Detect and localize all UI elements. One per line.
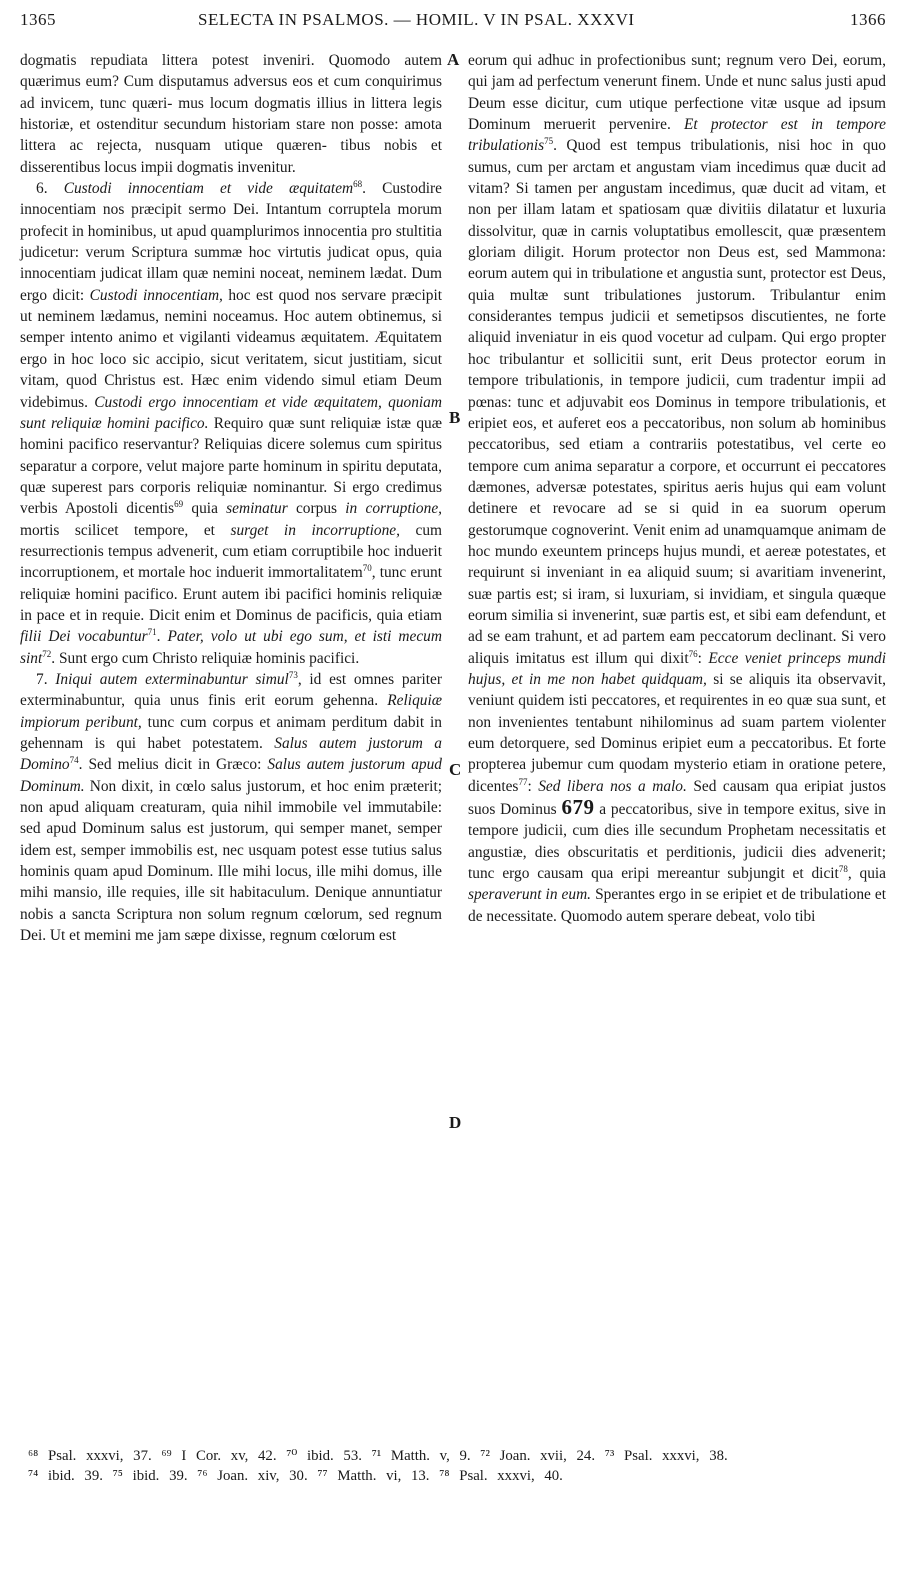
section-marker-c: C — [449, 760, 462, 779]
left-column — [20, 50, 442, 946]
paragraph-section-6: 6. Custodi innocentiam et vide æquitatem$^{68}$. Custodire innocentiam nos præcipit sermo Dei. Intantum corruptela morum profecit in hominibus, ut apud quamplurimos innocentia pro stultitia judicetur: verum Scriptura summæ hoc virtutis judicat opus, quia innocentiam judicat illam quæ nemini noceat, neminem lædat. Dum ergo dicit: Custodi innocentiam, hoc est quod nos servare præcipit ut neminem lædamus, nemini noceamus. Hoc autem obtinemus, si semper intento animo et vigilanti videamus æquitatem. Æquitatem ergo in hoc loco sic accipio, sicut veritatem, sicut justitiam, sicut vitam, quod Christus est. Hæc enim videndo simul etiam Deum videbimus. Custodi ergo innocentiam et vide æquitatem, quoniam sunt reliquiæ homini pacifico. Requiro quæ sunt reliquiæ istæ quæ homini pacifico reservantur? Reliquias dicere solemus cum spiritus separatur a corpore, velut majore parte hominum in spiritu deputata, quæ superest pars corporis reliquiæ nominantur. Si ergo credimus verbis Apostoli dicentis$^{69}$ quia seminatur corpus in corruptione, mortis scilicet tempore, et surget in incorruptione, cum resurrectionis tempus advenerit, cum etiam corruptibile hoc induerit incorruptionem, et mortale hoc induerit immortalitatem$^{70}$, tunc erunt reliquiæ homini pacifico. Erunt autem ibi pacifici hominis reliquiæ in pace et in requie. Dicit enim et Dominus de pacificis, quia etiam filii Dei vocabuntur$^{71}$. Pater, volo ut ubi ego sum, et isti mecum sint$^{72}$. Sunt ergo cum Christo reliquiæ hominis pacifici. — [20, 178, 443, 667]
section-marker-b: B — [449, 408, 461, 427]
footnotes — [28, 1446, 886, 1486]
paragraph-continuation: dogmatis repudiata littera potest inveniri. Quomodo autem quærimus eum? Cum disputamus adversus eos et cum conquirimus ad invicem, tunc quæri- mus locum dogmatis illius in littera legis historiæ, et ostenditur secundum historiam stare non posse: amota littera ac rejecta, nusquam utique quæren- tibus nobis et disserentibus locus impii dogmatis invenitur. — [20, 52, 442, 176]
footnote-ref: 77 — [518, 776, 528, 787]
footnote-ref: 72 — [42, 648, 52, 659]
page-number-left: 1365 — [20, 10, 56, 29]
running-header — [20, 10, 886, 36]
footnote-ref: 71 — [147, 627, 157, 638]
footnote-line-1: ⁶⁸ Psal. xxxvi, 37. ⁶⁹ I Cor. xv, 42. ⁷⁰ ibid. 53. ⁷¹ Matth. v, 9. ⁷² Joan. xvii, 24. ⁷³ Psal. xxxvi, 38. — [28, 1448, 728, 1464]
paragraph-right: eorum qui adhuc in profectionibus sunt; regnum vero Dei, eorum, qui jam ad perfectum venerunt finem. Unde et nunc salus justi apud Deum esse dicitur, cum utique perfectione vitæ usque ad ipsum Dominum meruerit pervenire. Et protector est in tempore tribulationis$^{75}$. Quod est tempus tribulationis, nisi hoc in quo sumus, cum per arctam et angustam viam incedimus quæ ducit ad vitam? Si tamen per angustam incedimus, quæ ducit ad vitam, et non per illam latam et spatiosam quæ divitiis dilatatur et luxuria dissolvitur, quæ in carnis voluptatibus emollescit, quæ præsentem gloriam diligit. Horum protector non Deus est, sed Mammona: eorum autem qui in tribulatione et angustia sunt, protector est Deus, quia multæ sunt tribulationes justorum. Tribulantur enim considerantes tempus judicii et semetipsos discutientes, ne forte aliquid inveniatur in eis quod vocetur ad culpam. Qui ergo propter hoc tribulantur et sollicitii sunt, erit Deus protector eorum in tempore tribulationis, in tempore judicii, cum tradentur impii ad pœnas: tunc et adjuvabit eos Dominus in tempore tribulationis, et eripiet eos, et auferet eos a peccatoribus, non solum ab hominibus peccatoribus, sed etiam a contrariis potestatibus, vel certe eo tempore cum anima separatur a corpore, et occurrunt ei peccatores dæmones, adversæ potestates, spiritus aeris hujus qui eam volunt detinere et revocare ad se si quid in ea suorum operum gestorumque cognoverint. Venit enim ad unamquamque animam de hoc mundo exeuntem princeps hujus mundi, et aereæ potestates, et requirunt si inveniant in ea aliquid suum; si avaritiam invenerint, suæ partis est; si iram, si luxuriam, si invidiam, et singula quæque eorum similia si invenerint, suæ partis est, et sibi eam defendunt, et ad se eam trahunt, et ad partem eam peccatorum declinant. Si vero aliquis imitatus est illum qui dixit$^{76}$: Ecce veniet princeps mundi hujus, et in me non habet quidquam, si se aliquis ita observavit, veniunt quidem isti peccatores, et requirentes in eo quæ sua sunt, et non invenientes tentabunt nihilominus ad suam partem violenter eum detorquere, sed Dominus eripiet eum a peccatoribus. Et forte propterea jubemur cum quodam mysterio etiam in oratione petere, dicentes$^{77}$: Sed libera nos a malo. Sed causam qua eripiat justos suos Dominus 679 a peccatoribus, sive in tempore exitus, sive in tempore judicii, cum dies ille secundum Prophetam necessitatis et angustiæ, dies obscuritatis et perditionis, judicii dies advenerit; tunc ergo causam qua eripi mereantur subjungit et dicit$^{78}$, quia speraverunt in eum. Sperantes ergo in se eripiet et de tribulatione et de necessitate. Quomodo autem sperare debeat, volo tibi — [468, 52, 887, 925]
paragraph-section-7: 7. Iniqui autem exterminabuntur simul$^{73}$, id est omnes pariter exterminabuntur, quia unus finis erit eorum gehenna. Reliquiæ impiorum peribunt, tunc cum corpus et animam perditum dabit in gehennam is qui habet potestatem. Salus autem justorum a Domino$^{74}$. Sed melius dicit in Græco: Salus autem justorum apud Dominum. Non dixit, in cœlo salus justorum, et hoc enim præterit; non apud aliquam creaturam, quia nihil immobile vel immutabile: sed apud Dominum salus est justorum, qui semper manet, semper idem est, semper immobilis est, nec usquam potest esse tutius salus hominis quam apud Dominum. Ille mihi locus, ille mihi domus, ille mihi mansio, ille requies, ille sit habitaculum. Denique annuntiatur nobis a sancta Scriptura non solum regnum cœlorum, sed regnum Dei. Ut et memini me jam sæpe dixisse, regnum cœlorum est — [20, 669, 443, 945]
footnote-line-2: ⁷⁴ ibid. 39. ⁷⁵ ibid. 39. ⁷⁶ Joan. xiv, 30. ⁷⁷ Matth. vi, 13. ⁷⁸ Psal. xxxvi, 40. — [28, 1468, 563, 1484]
running-title: SELECTA IN PSALMOS. — HOMIL. V IN PSAL. XXXVI — [198, 10, 635, 29]
footnote-ref: 69 — [174, 499, 184, 510]
footnote-ref: 75 — [544, 136, 554, 147]
footnote-ref: 70 — [362, 563, 372, 574]
footnote-ref: 76 — [688, 648, 698, 659]
section-marker-d: D — [449, 1113, 462, 1132]
footnote-ref: 73 — [288, 669, 298, 680]
page-number-right: 1366 — [850, 10, 886, 29]
footnote-ref: 68 — [353, 178, 363, 189]
original-page-number: 679 — [561, 795, 595, 820]
footnote-ref: 78 — [838, 863, 848, 874]
right-column — [468, 50, 886, 927]
footnote-ref: 74 — [69, 755, 79, 766]
section-marker-a: A — [447, 50, 460, 69]
